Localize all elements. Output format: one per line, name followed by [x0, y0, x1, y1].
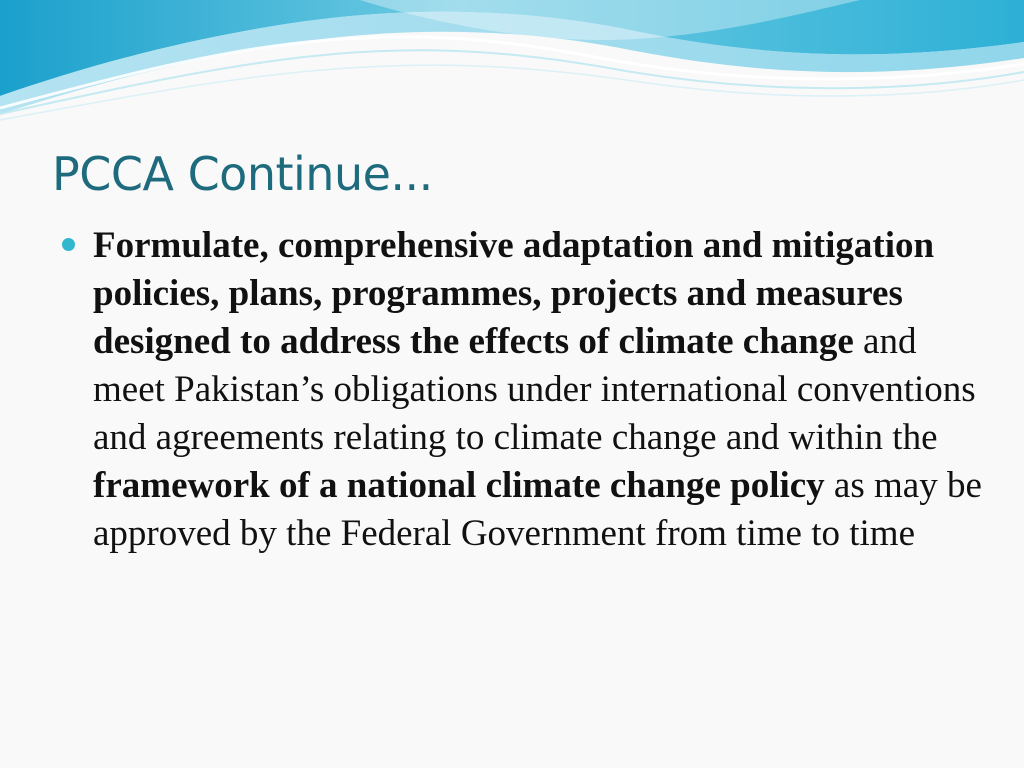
bullet-dot-icon: [62, 238, 75, 251]
bullet-text: [93, 225, 982, 554]
bullet-text-regular: and meet Pakistan’s obligations under international conventions and agreements relating to climate change and within the: [93, 321, 976, 458]
bullet-text-bold: framework of a national climate change policy: [93, 465, 825, 506]
wave-header-decoration: [0, 0, 1024, 130]
bullet-text-bold: Formulate, comprehensive adaptation and mitigation policies, plans, programmes, projects and measures designed to address the effects of climate change: [93, 225, 935, 362]
bullet-list: [62, 222, 982, 558]
bullet-text-regular: as may be approved by the Federal Government from time to time: [93, 465, 982, 554]
slide-title: PCCA Continue...: [52, 147, 433, 201]
bullet-item: [62, 222, 982, 558]
